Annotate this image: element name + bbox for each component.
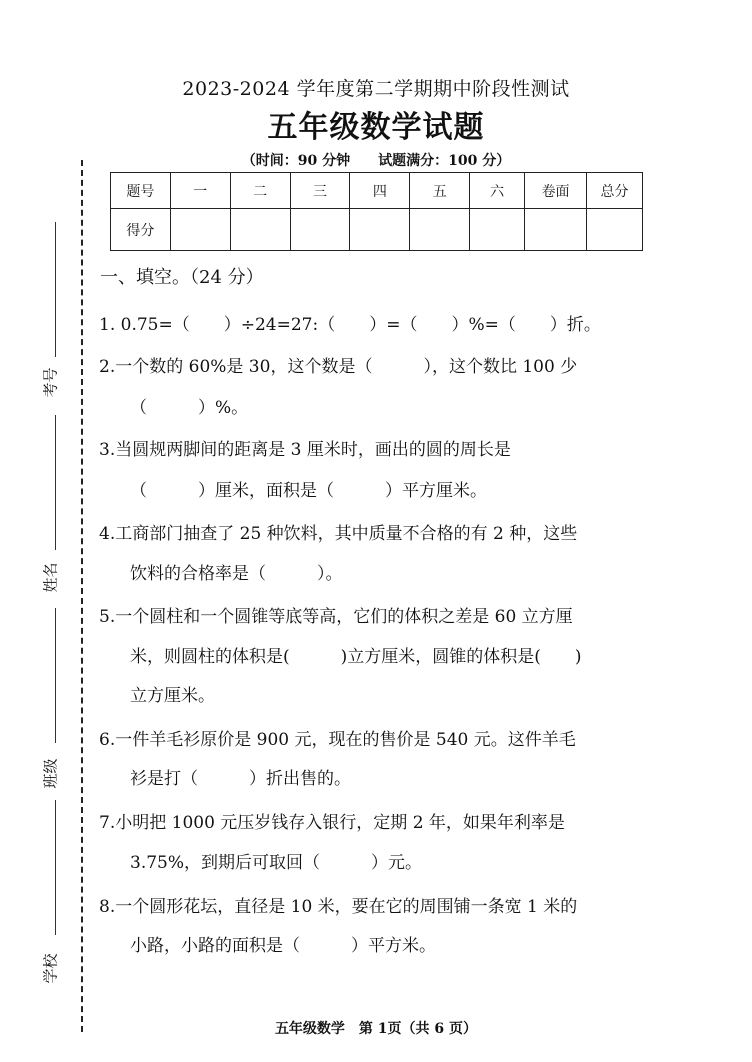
score-cell[interactable] bbox=[230, 209, 290, 251]
question-4-line: 4.工商部门抽查了 25 种饮料，其中质量不合格的有 2 种，这些 bbox=[99, 524, 578, 544]
binding-dashed-line bbox=[81, 160, 83, 1032]
score-cell[interactable] bbox=[410, 209, 470, 251]
question-3-line: 3.当圆规两脚间的距离是 3 厘米时，画出的圆的周长是 bbox=[99, 440, 511, 460]
score-table-header-cell: 一 bbox=[170, 173, 230, 209]
exam-term-heading: 2023-2024 学年度第二学期期中阶段性测试 bbox=[182, 78, 570, 100]
score-cell[interactable] bbox=[350, 209, 410, 251]
question-2-continuation: （ ）%。 bbox=[130, 398, 249, 418]
section-title: 一、填空。（24 分） bbox=[100, 267, 264, 288]
score-table bbox=[110, 172, 643, 251]
question-5-continuation: 立方厘米。 bbox=[130, 686, 215, 706]
score-cell[interactable] bbox=[470, 209, 525, 251]
score-table-row-label: 得分 bbox=[111, 209, 171, 251]
side-field-exam-number bbox=[30, 222, 58, 412]
score-table-header-cell: 题号 bbox=[111, 173, 171, 209]
score-table-header-cell: 总分 bbox=[586, 173, 642, 209]
side-field-school bbox=[30, 800, 58, 990]
question-8-line: 8.一个圆形花坛，直径是 10 米，要在它的周围铺一条宽 1 米的 bbox=[99, 897, 578, 917]
side-field-line bbox=[55, 608, 56, 743]
score-table-header-cell: 四 bbox=[350, 173, 410, 209]
score-table-header-cell: 三 bbox=[290, 173, 350, 209]
score-table-header-cell: 六 bbox=[470, 173, 525, 209]
score-cell[interactable] bbox=[525, 209, 587, 251]
question-7-line: 7.小明把 1000 元压岁钱存入银行，定期 2 年，如果年利率是 bbox=[99, 813, 565, 833]
score-table-header-cell: 卷面 bbox=[525, 173, 587, 209]
question-6-line: 6.一件羊毛衫原价是 900 元，现在的售价是 540 元。这件羊毛 bbox=[99, 730, 576, 750]
question-8-continuation: 小路，小路的面积是（ ）平方米。 bbox=[130, 936, 436, 956]
side-label-school: 学校 bbox=[41, 953, 60, 984]
exam-title: 五年级数学试题 bbox=[267, 110, 485, 145]
question-4-continuation: 饮料的合格率是（ ）。 bbox=[130, 564, 343, 584]
score-table-score-row bbox=[111, 209, 643, 251]
side-label-class: 班级 bbox=[41, 758, 60, 789]
side-field-line bbox=[55, 800, 56, 935]
question-1-line: 1. 0.75=（ ）÷24=27:（ ）=（ ）%=（ ）折。 bbox=[99, 315, 601, 335]
score-cell[interactable] bbox=[586, 209, 642, 251]
score-table-header-cell: 五 bbox=[410, 173, 470, 209]
exam-time-info: （时间：90 分钟 试题满分：100 分） bbox=[241, 153, 511, 169]
question-6-continuation: 衫是打（ ）折出售的。 bbox=[130, 769, 351, 789]
side-field-line bbox=[55, 222, 56, 357]
score-table-header-row bbox=[111, 173, 643, 209]
page-footer: 五年级数学 第 1页（共 6 页） bbox=[274, 1021, 478, 1037]
question-5-continuation: 米，则圆柱的体积是( )立方厘米，圆锥的体积是( ) bbox=[130, 647, 582, 667]
side-label-exam-number: 考号 bbox=[41, 367, 60, 398]
question-7-continuation: 3.75%，到期后可取回（ ）元。 bbox=[130, 853, 423, 873]
question-5-line: 5.一个圆柱和一个圆锥等底等高，它们的体积之差是 60 立方厘 bbox=[99, 607, 573, 627]
score-cell[interactable] bbox=[290, 209, 350, 251]
score-table-header-cell: 二 bbox=[230, 173, 290, 209]
side-field-line bbox=[55, 415, 56, 550]
side-field-name bbox=[30, 415, 58, 605]
side-field-class bbox=[30, 608, 58, 798]
side-label-name: 姓名 bbox=[41, 562, 60, 593]
question-2-line: 2.一个数的 60%是 30，这个数是（ ），这个数比 100 少 bbox=[99, 357, 578, 377]
score-cell[interactable] bbox=[170, 209, 230, 251]
question-3-continuation: （ ）厘米，面积是（ ）平方厘米。 bbox=[130, 481, 487, 501]
